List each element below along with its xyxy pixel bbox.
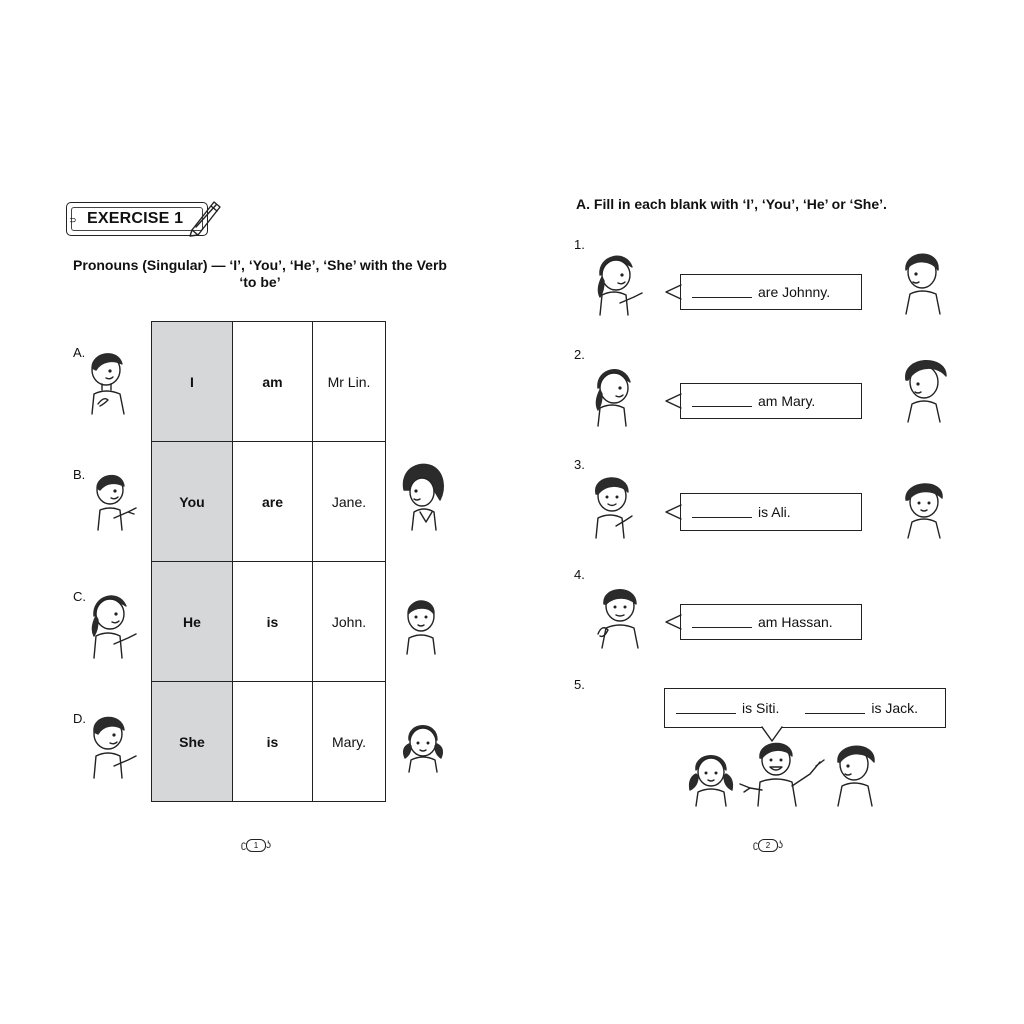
boy-illustration <box>88 710 138 780</box>
girl-illustration <box>401 716 445 774</box>
hook-icon: ⊃ <box>69 215 77 225</box>
subtitle-line-1: Pronouns (Singular) — ‘I’, ‘You’, ‘He’, ‘She’ with the Verb <box>73 257 447 273</box>
boy-illustration <box>84 346 130 416</box>
question-number: 3. <box>574 457 585 472</box>
bubble-text: am Mary. <box>758 393 816 409</box>
answer-blank[interactable] <box>692 287 752 298</box>
table-row <box>152 562 386 682</box>
boy-illustration <box>900 248 946 316</box>
exercise-subtitle <box>50 257 470 291</box>
boy-illustration <box>594 584 642 650</box>
answer-blank[interactable] <box>676 703 736 714</box>
speech-bubble <box>664 688 946 728</box>
speech-bubble <box>680 604 862 640</box>
boy-illustration <box>92 470 142 532</box>
boy-illustration <box>900 478 948 540</box>
name-cell: John. <box>313 562 386 682</box>
bubble-tail <box>664 284 682 300</box>
scroll-ornament-icon: ʖ <box>778 840 783 851</box>
pencil-icon <box>188 196 224 236</box>
boy-illustration <box>738 740 834 808</box>
table-row <box>152 322 386 442</box>
boy-illustration <box>900 356 950 424</box>
answer-blank[interactable] <box>805 703 865 714</box>
table-row <box>152 442 386 562</box>
girl-illustration <box>594 249 646 317</box>
girl-illustration <box>686 748 734 808</box>
page-number <box>236 839 276 853</box>
pronoun-table <box>151 321 386 802</box>
name-cell: Mary. <box>313 682 386 802</box>
row-letter-b: B. <box>73 467 86 482</box>
row-letter-d: D. <box>73 711 86 726</box>
boy-illustration <box>403 594 439 656</box>
exercise-title: EXERCISE 1 <box>87 210 184 227</box>
pronoun-cell: You <box>152 442 233 562</box>
answer-blank[interactable] <box>692 507 752 518</box>
scroll-ornament-icon: ʖ <box>266 840 271 851</box>
bubble-text: am Hassan. <box>758 614 833 630</box>
page-number-label: 1 <box>246 839 266 852</box>
row-letter-c: C. <box>73 589 86 604</box>
pronoun-cell: She <box>152 682 233 802</box>
speech-bubble <box>680 493 862 531</box>
verb-cell: are <box>233 442 313 562</box>
instruction: A. Fill in each blank with ‘I’, ‘You’, ‘He’ or ‘She’. <box>576 196 887 212</box>
girl-illustration <box>88 588 138 660</box>
boy-illustration <box>590 472 636 540</box>
page-number-label: 2 <box>758 839 778 852</box>
bubble-tail <box>664 393 682 409</box>
girl-illustration <box>592 362 636 428</box>
scroll-ornament-icon: ʗ <box>753 840 758 851</box>
verb-cell: is <box>233 682 313 802</box>
bubble-text: is Ali. <box>758 504 791 520</box>
bubble-text: are Johnny. <box>758 284 831 300</box>
row-letter-a: A. <box>73 345 86 360</box>
answer-blank[interactable] <box>692 396 752 407</box>
answer-blank[interactable] <box>692 617 752 628</box>
bubble-tail <box>664 614 682 630</box>
subtitle-line-2: ‘to be’ <box>239 274 281 290</box>
page-number <box>748 839 788 853</box>
girl-illustration <box>398 460 448 532</box>
question-number: 2. <box>574 347 585 362</box>
speech-bubble <box>680 274 862 310</box>
pronoun-cell: I <box>152 322 233 442</box>
bubble-text: is Siti. <box>742 700 780 716</box>
question-number: 4. <box>574 567 585 582</box>
verb-cell: is <box>233 562 313 682</box>
pronoun-cell: He <box>152 562 233 682</box>
speech-bubble <box>680 383 862 419</box>
name-cell: Mr Lin. <box>313 322 386 442</box>
bubble-text: is Jack. <box>871 700 919 716</box>
exercise-badge <box>66 202 208 236</box>
boy-illustration <box>832 740 880 808</box>
table-row <box>152 682 386 802</box>
scroll-ornament-icon: ʗ <box>241 840 246 851</box>
bubble-tail <box>664 504 682 520</box>
question-number: 5. <box>574 677 585 692</box>
verb-cell: am <box>233 322 313 442</box>
name-cell: Jane. <box>313 442 386 562</box>
question-number: 1. <box>574 237 585 252</box>
